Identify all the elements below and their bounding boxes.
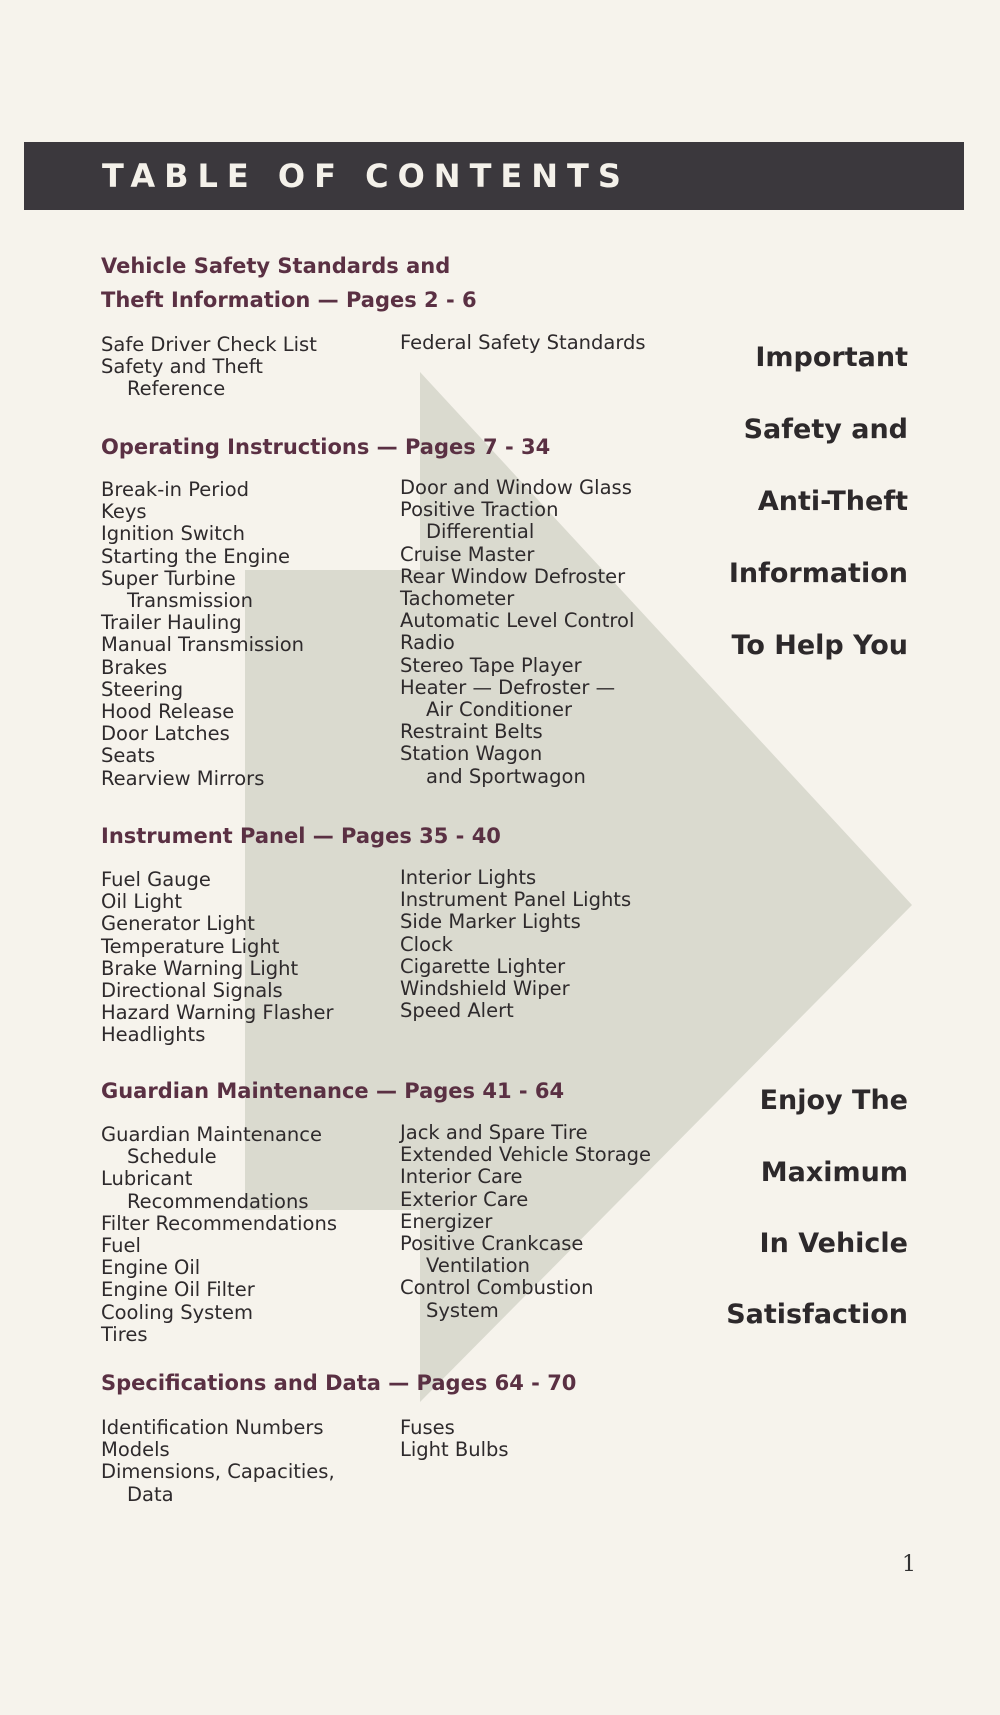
list-item: and Sportwagon	[426, 764, 586, 788]
list-item: Hood Release	[101, 700, 235, 724]
side-text-maximum: Maximum	[760, 1157, 908, 1188]
list-item: Heater — Defroster —	[400, 675, 616, 699]
list-item: Generator Light	[101, 912, 255, 936]
section-heading-safety: Vehicle Safety Standards and	[101, 254, 451, 278]
side-text-information: Information	[728, 558, 908, 589]
list-item: Manual Transmission	[101, 633, 305, 657]
section-maintenance-left-list	[101, 1124, 337, 1346]
list-item: Fuel Gauge	[101, 868, 211, 891]
list-item: Extended Vehicle Storage	[400, 1143, 652, 1167]
section-safety-left-list	[101, 334, 317, 401]
list-item: Dimensions, Capacities,	[101, 1460, 335, 1484]
side-text-important: Important	[755, 342, 908, 373]
list-item: Reference	[127, 377, 226, 401]
list-item: Fuses	[400, 1416, 455, 1439]
list-item: Energizer	[400, 1209, 493, 1233]
list-item: Automatic Level Control	[400, 609, 635, 633]
list-item: Cigarette Lighter	[400, 954, 566, 978]
list-item: Data	[127, 1482, 174, 1506]
list-item: Rear Window Defroster	[400, 564, 626, 588]
list-item: Differential	[426, 520, 535, 544]
section-heading-maintenance: Guardian Maintenance — Pages 41 - 64	[101, 1079, 565, 1103]
list-item: Engine Oil Filter	[101, 1278, 255, 1302]
list-item: Positive Crankcase	[400, 1232, 584, 1256]
list-item: Oil Light	[101, 890, 183, 914]
list-item: Hazard Warning Flasher	[101, 1001, 334, 1025]
list-item: Tires	[101, 1322, 148, 1346]
section-instrument-left-list	[101, 869, 334, 1047]
list-item: Cruise Master	[400, 542, 535, 566]
list-item: Control Combustion	[400, 1276, 594, 1300]
list-item: Super Turbine	[101, 566, 236, 590]
list-item: Filter Recommendations	[101, 1211, 337, 1235]
list-item: Trailer Hauling	[101, 611, 242, 635]
list-item: Break-in Period	[101, 478, 250, 501]
list-item: Starting the Engine	[101, 544, 291, 568]
list-item: Guardian Maintenance	[101, 1123, 322, 1146]
list-item: Federal Safety Standards	[400, 331, 646, 354]
list-item: Ventilation	[426, 1254, 530, 1278]
list-item: Clock	[400, 932, 453, 956]
list-item: Jack and Spare Tire	[400, 1121, 588, 1144]
list-item: Station Wagon	[400, 742, 543, 766]
list-item: Interior Care	[400, 1165, 523, 1189]
list-item: Recommendations	[127, 1189, 309, 1213]
side-text-satisfaction: Satisfaction	[726, 1299, 908, 1330]
section-safety-right-list	[400, 332, 646, 354]
list-item: Exterior Care	[400, 1187, 529, 1211]
section-heading-operating: Operating Instructions — Pages 7 - 34	[101, 435, 551, 459]
list-item: Windshield Wiper	[400, 977, 570, 1001]
side-text-enjoy: Enjoy The	[759, 1085, 908, 1116]
list-item: Models	[101, 1438, 170, 1462]
list-item: Ignition Switch	[101, 522, 245, 546]
list-item: System	[426, 1298, 499, 1322]
list-item: Directional Signals	[101, 979, 283, 1003]
list-item: Cooling System	[101, 1300, 253, 1324]
list-item: Seats	[101, 744, 156, 768]
section-instrument-right-list	[400, 867, 631, 1022]
list-item: Brake Warning Light	[101, 956, 299, 980]
list-item: Restraint Belts	[400, 720, 543, 744]
list-item: Engine Oil	[101, 1256, 201, 1280]
side-text-anti-theft: Anti-Theft	[757, 486, 908, 517]
list-item: Headlights	[101, 1023, 206, 1047]
section-specifications-left-list	[101, 1417, 335, 1506]
list-item: Tachometer	[400, 587, 515, 611]
section-operating-right-list	[400, 477, 634, 788]
list-item: Side Marker Lights	[400, 910, 581, 934]
page-number: 1	[902, 1552, 916, 1577]
list-item: Positive Traction	[400, 498, 559, 522]
section-heading-instrument: Instrument Panel — Pages 35 - 40	[101, 824, 501, 848]
section-specifications-right-list	[400, 1417, 509, 1461]
list-item: Brakes	[101, 655, 168, 679]
list-item: Stereo Tape Player	[400, 653, 582, 677]
toc-title: TABLE OF CONTENTS	[102, 157, 630, 195]
list-item: Radio	[400, 631, 455, 655]
section-heading-specifications: Specifications and Data — Pages 64 - 70	[101, 1371, 577, 1395]
list-item: Keys	[101, 500, 147, 524]
list-item: Door and Window Glass	[400, 476, 632, 499]
list-item: Rearview Mirrors	[101, 766, 265, 790]
list-item: Air Conditioner	[426, 698, 573, 722]
list-item: Safety and Theft	[101, 355, 263, 379]
list-item: Schedule	[127, 1145, 217, 1169]
list-item: Safe Driver Check List	[101, 333, 317, 356]
list-item: Fuel	[101, 1234, 141, 1258]
list-item: Transmission	[127, 589, 253, 613]
list-item: Identification Numbers	[101, 1416, 324, 1439]
side-text-help: To Help You	[731, 630, 908, 661]
section-heading-safety-pages: Theft Information — Pages 2 - 6	[101, 288, 477, 312]
list-item: Speed Alert	[400, 999, 514, 1023]
list-item: Light Bulbs	[400, 1438, 509, 1462]
side-text-vehicle: In Vehicle	[759, 1228, 908, 1259]
toc-banner	[24, 142, 964, 210]
section-maintenance-right-list	[400, 1122, 651, 1322]
list-item: Instrument Panel Lights	[400, 888, 632, 912]
list-item: Temperature Light	[101, 934, 280, 958]
list-item: Steering	[101, 677, 184, 701]
side-text-safety: Safety and	[743, 414, 908, 445]
list-item: Lubricant	[101, 1167, 193, 1191]
section-operating-left-list	[101, 479, 304, 790]
list-item: Interior Lights	[400, 866, 537, 889]
list-item: Door Latches	[101, 722, 230, 746]
